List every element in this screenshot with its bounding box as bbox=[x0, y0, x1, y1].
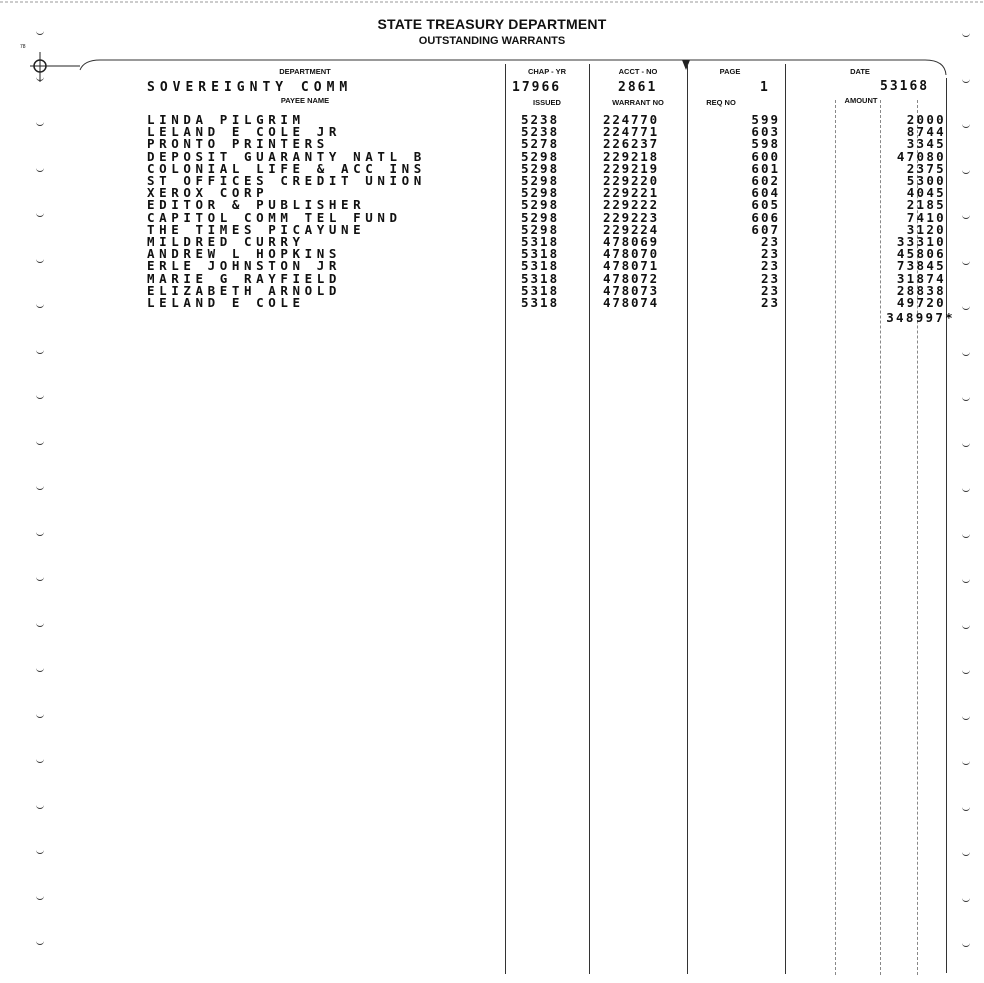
warrant-number: 229220 bbox=[603, 173, 659, 189]
payee-name: MARIE G RAYFIELD bbox=[147, 270, 342, 286]
req-number: 23 bbox=[760, 295, 780, 311]
payee-name: XEROX CORP bbox=[147, 185, 269, 201]
warrant-number: 226237 bbox=[603, 136, 659, 152]
req-number: 23 bbox=[760, 270, 780, 286]
payee-name: CAPITOL COMM TEL FUND bbox=[147, 209, 402, 225]
page-header: PAGE bbox=[719, 67, 741, 76]
page-value: 1 bbox=[760, 80, 770, 95]
amount-value: 5300 bbox=[906, 173, 946, 189]
payee-name: MILDRED CURRY bbox=[147, 234, 305, 250]
chap-yr-header: CHAP - YR bbox=[527, 67, 567, 76]
issued-date: 5298 bbox=[521, 197, 560, 213]
amount-header: AMOUNT bbox=[844, 96, 878, 105]
issued-date: 5318 bbox=[521, 282, 560, 298]
issued-date: 5298 bbox=[521, 185, 560, 201]
amount-value: 49720 bbox=[896, 295, 946, 311]
req-number: 606 bbox=[751, 209, 780, 225]
department-header: DEPARTMENT bbox=[279, 67, 331, 76]
page-number: 78 bbox=[20, 44, 26, 50]
issued-header: ISSUED bbox=[533, 98, 561, 107]
issued-date: 5298 bbox=[521, 148, 560, 164]
warrant-number: 478073 bbox=[603, 282, 659, 298]
amount-value: 3345 bbox=[906, 136, 946, 152]
total-amount: 348997* bbox=[886, 310, 955, 325]
payee-name: ST OFFICES CREDIT UNION bbox=[147, 173, 426, 189]
issued-date: 5318 bbox=[521, 270, 560, 286]
page-subtitle: OUTSTANDING WARRANTS bbox=[418, 35, 566, 47]
warrant-number: 478071 bbox=[603, 258, 659, 274]
acct-no-header: ACCT - NO bbox=[618, 67, 658, 76]
amount-value: 8744 bbox=[906, 124, 946, 140]
req-number: 604 bbox=[751, 185, 780, 201]
issued-date: 5318 bbox=[521, 234, 560, 250]
warrant-number: 478070 bbox=[603, 246, 659, 262]
payee-name: COLONIAL LIFE & ACC INS bbox=[147, 160, 426, 176]
issued-date: 5298 bbox=[521, 209, 560, 225]
issued-date: 5318 bbox=[521, 258, 560, 274]
req-number: 600 bbox=[751, 148, 780, 164]
issued-date: 5298 bbox=[521, 221, 560, 237]
req-number: 602 bbox=[751, 173, 780, 189]
issued-date: 5318 bbox=[521, 246, 560, 262]
warrant-number: 224770 bbox=[603, 112, 659, 127]
payee-name: ANDREW L HOPKINS bbox=[147, 246, 342, 262]
issued-date: 5318 bbox=[521, 295, 560, 311]
amount-value: 7410 bbox=[906, 209, 946, 225]
req-no-header: REQ NO bbox=[706, 98, 736, 107]
req-number: 599 bbox=[751, 112, 780, 127]
warrant-number: 224771 bbox=[603, 124, 659, 140]
req-number: 601 bbox=[751, 160, 780, 176]
warrant-number: 229218 bbox=[603, 148, 659, 164]
warrant-number: 229224 bbox=[603, 221, 659, 237]
warrant-number: 478072 bbox=[603, 270, 659, 286]
req-number: 607 bbox=[751, 221, 780, 237]
amount-value: 2375 bbox=[906, 160, 946, 176]
amount-value: 47080 bbox=[896, 148, 946, 164]
payee-name: PRONTO PRINTERS bbox=[147, 136, 329, 152]
payee-name: THE TIMES PICAYUNE bbox=[147, 221, 366, 237]
amount-value: 28838 bbox=[896, 282, 946, 298]
amount-value: 45806 bbox=[896, 246, 946, 262]
amount-value: 31874 bbox=[896, 270, 946, 286]
warrant-number: 478069 bbox=[603, 234, 659, 250]
payee-name: DEPOSIT GUARANTY NATL B bbox=[147, 148, 426, 164]
payee-name: LELAND E COLE JR bbox=[147, 124, 342, 140]
payee-name: EDITOR & PUBLISHER bbox=[147, 197, 366, 213]
payee-name: LELAND E COLE bbox=[147, 295, 305, 311]
issued-date: 5298 bbox=[521, 160, 560, 176]
warrant-number: 229223 bbox=[603, 209, 659, 225]
chap-yr-value: 17966 bbox=[512, 80, 562, 95]
req-number: 23 bbox=[760, 246, 780, 262]
req-number: 605 bbox=[751, 197, 780, 213]
warrant-number: 229219 bbox=[603, 160, 659, 176]
payee-name-header: PAYEE NAME bbox=[280, 96, 330, 105]
req-number: 23 bbox=[760, 282, 780, 298]
warrant-number: 229221 bbox=[603, 185, 659, 201]
amount-value: 73845 bbox=[896, 258, 946, 274]
amount-value: 33310 bbox=[896, 234, 946, 250]
issued-date: 5238 bbox=[521, 124, 560, 140]
department-value: SOVEREIGNTY COMM bbox=[147, 80, 353, 95]
req-number: 598 bbox=[751, 136, 780, 152]
issued-date: 5238 bbox=[521, 112, 560, 127]
req-number: 23 bbox=[760, 258, 780, 274]
warrant-no-header: WARRANT NO bbox=[612, 98, 664, 107]
date-header: DATE bbox=[850, 67, 870, 76]
amount-value: 2000 bbox=[906, 112, 946, 127]
amount-value: 2185 bbox=[906, 197, 946, 213]
req-number: 603 bbox=[751, 124, 780, 140]
issued-date: 5298 bbox=[521, 173, 560, 189]
acct-no-value: 2861 bbox=[618, 80, 658, 95]
issued-date: 5278 bbox=[521, 136, 560, 152]
page-title: STATE TREASURY DEPARTMENT bbox=[377, 16, 607, 32]
payee-name: ERLE JOHNSTON JR bbox=[147, 258, 342, 274]
req-number: 23 bbox=[760, 234, 780, 250]
payee-name: ELIZABETH ARNOLD bbox=[147, 282, 342, 298]
warrant-number: 229222 bbox=[603, 197, 659, 213]
payee-name: LINDA PILGRIM bbox=[147, 112, 305, 127]
date-value: 53168 bbox=[880, 79, 930, 94]
amount-value: 3120 bbox=[906, 221, 946, 237]
warrant-number: 478074 bbox=[603, 295, 659, 311]
amount-value: 4045 bbox=[906, 185, 946, 201]
